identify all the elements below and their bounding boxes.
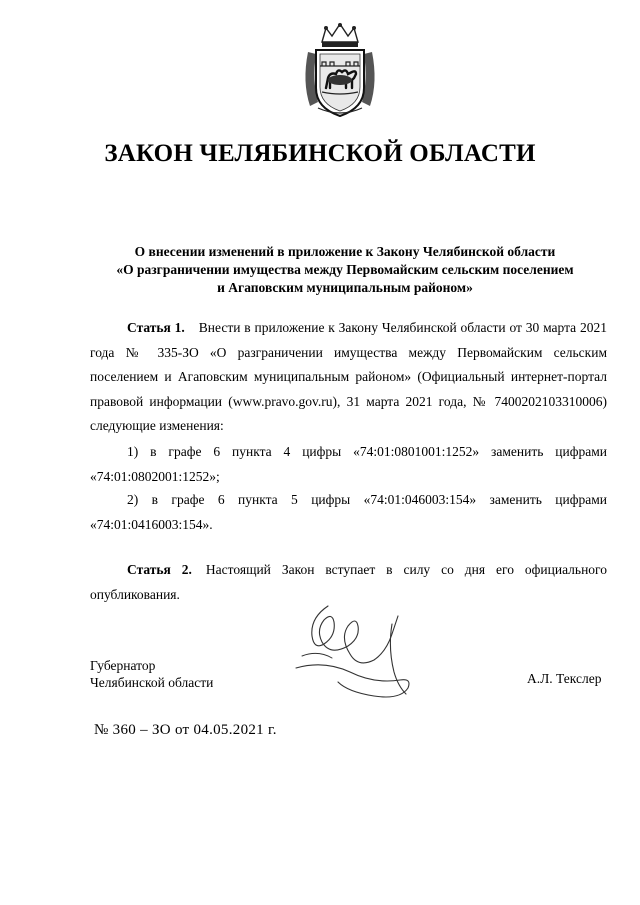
article-1-item-1: 1) в графе 6 пункта 4 цифры «74:01:0801001:1252» заменить цифрами «74:01:0802001:1252»;	[90, 444, 607, 484]
subject-line-1: О внесении изменений в приложение к Закону Челябинской области	[134, 244, 556, 259]
law-number: № 360 – ЗО от 04.05.2021 г.	[94, 722, 277, 738]
subject-line-3: и Агаповским муниципальным районом»	[217, 280, 473, 295]
article-1	[90, 316, 607, 439]
article-1-text: Внести в приложение к Закону Челябинской области от 30 марта 2021 года № 335-ЗО «О разграничении имущества между Первомайским сельским поселением и Агаповским муниципальным районом» (Официальный интернет-портал правовой информации (www.pravo.gov.ru), 31 марта 2021 года, № 7400202103310006) следующие изменения:	[90, 320, 607, 433]
chelyabinsk-coat-of-arms-icon	[300, 22, 380, 120]
law-subject	[60, 243, 630, 297]
article-2-text: Настоящий Закон вступает в силу со дня его официального опубликования.	[90, 562, 608, 602]
article-1-label: Статья 1.	[127, 320, 185, 335]
handwritten-signature	[288, 598, 418, 708]
signer-position-line-1: Губернатор	[90, 658, 156, 673]
article-1-item-2: 2) в графе 6 пункта 5 цифры «74:01:046003:154» заменить цифрами «74:01:0416003:154».	[90, 492, 607, 532]
subject-line-2: «О разграничении имущества между Первомайским сельским поселением	[116, 262, 574, 277]
article-2-label: Статья 2.	[127, 562, 192, 577]
signer-position-line-2: Челябинской области	[90, 675, 214, 690]
signer-position	[90, 657, 213, 691]
signer-name: А.Л. Текслер	[527, 671, 602, 686]
document-title: ЗАКОН ЧЕЛЯБИНСКОЙ ОБЛАСТИ	[104, 140, 536, 167]
